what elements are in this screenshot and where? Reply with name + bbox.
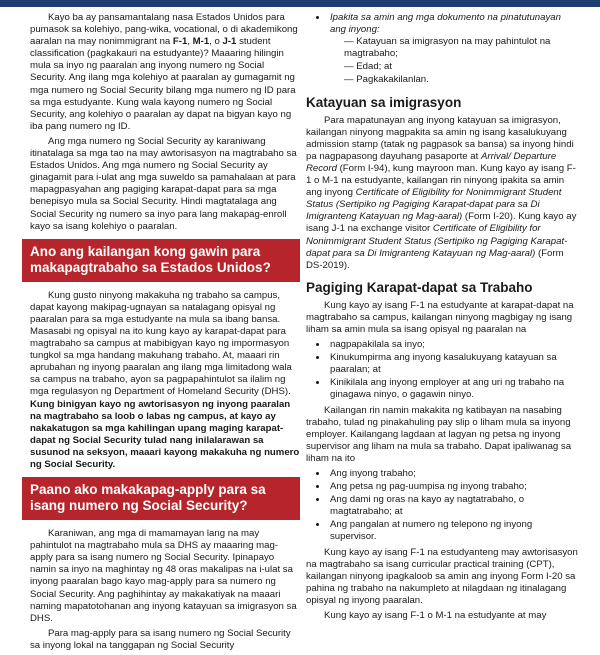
- list-item: • nagpapakilala sa inyo;: [328, 339, 578, 351]
- list-item: • Ang pangalan at numero ng telepono ng inyong supervisor.: [328, 519, 578, 543]
- documents-sublist: [330, 36, 578, 86]
- list-item: • Kinikilala ang inyong employer at ang uri ng trabaho na ginagawa ninyo, o gagawin ninyo.: [328, 377, 578, 401]
- right-column: [306, 12, 578, 625]
- list-item: — Pagkakakilanlan.: [342, 74, 578, 86]
- section-heading-work: Ano ang kailangan kong gawin para makapagtrabaho sa Estados Unidos?: [22, 239, 300, 282]
- work-paragraph: Kung gusto ninyong makakuha ng trabaho sa campus, dapat kayong makipag-ugnayan sa natalagang opisyal ng paaralan para sa mga estudyante na mula sa ibang bansa. Masasabi ng opisyal na ito kung kayo ay karapat-dapat para magtrabaho sa campus at mabibigyan kayo ng impormasyon tungkol sa mga handang makuhang trabaho. At, maaari rin aprubahan ng inyong paaralan ang ilang mga limitadong wala sa campus na trabaho, ayon sa pagpapahintulot sa ilalim ng mga regulasyon ng Department of Homeland Security (DHS). Kung binigyan kayo ng awtorisasyon ng inyong paaralan na magtrabaho sa loob o labas ng campus, at kayo ay nakakatugon sa mga kahilingan upang maging karapat-dapat ng Social Security tulad nang inilalarawan sa susunod na seksyon, maaari kayong makakuha ng numero ng Social Security.: [30, 289, 300, 470]
- list-item: • Ang inyong trabaho;: [328, 468, 578, 480]
- list-item: • Ang petsa ng pag-uumpisa ng inyong trabaho;: [328, 481, 578, 493]
- apply-paragraph-2: Para mag-apply para sa isang numero ng Social Security sa inyong lokal na tanggapan ng Social Security: [30, 627, 291, 651]
- left-column: [30, 12, 300, 655]
- section-heading-apply: Paano ako makakapag-apply para sa isang numero ng Social Security?: [22, 477, 300, 520]
- list-item: • Kinukumpirma ang inyong kasalukuyang katayuan sa paaralan; at: [328, 352, 578, 376]
- list-item: — Edad; at: [342, 61, 578, 73]
- list-item: • Ang dami ng oras na kayo ay nagtatrabaho, o magtatrabaho; at: [328, 494, 578, 518]
- top-color-bar: [0, 0, 600, 7]
- final-paragraph: Kung kayo ay isang F-1 o M-1 na estudyante at may: [324, 610, 547, 622]
- intro-paragraph: Kayo ba ay pansamantalang nasa Estados Unidos para pumasok sa kolehiyo, pang-wika, vocational, o di akademikong aaralan na may nonimmigrant na F-1, M-1, o J-1 student classification (pagkakauri na estudyante)? Maaaring hilingin mula sa inyo ng paaralan ang inyong numero ng Social Security. Ang ilang mga kolehiyo at paaralan ay gumagamit ng mga numero ng Social Security bilang mga numero ng ID para sa mga estudyante. Kung wala kayong numero ng Social Security, ang kolehiyo o paaralan ay dapat na bigyan kayo ng iba pang numero ng ID.: [30, 12, 298, 132]
- eligibility-paragraph: Kung kayo ay isang F-1 na estudyante at karapat-dapat na magtrabaho sa campus, kailangan ninyong magbigay ng isang liham sa amin mula sa isang opisyal ng paaralan na: [306, 299, 574, 335]
- letter-requirements-list: [306, 339, 578, 401]
- work-letter-list: [306, 468, 578, 544]
- section-heading-immigration: Katayuan sa imigrasyon: [306, 94, 462, 110]
- section-heading-eligibility: Pagiging Karapat-dapat sa Trabaho: [306, 279, 533, 295]
- immigration-paragraph: Para mapatunayan ang inyong katayuan sa imigrasyon, kailangan ninyong magpakita sa amin ng isang kasalukuyang admission stamp (tatak ng pagpasok sa bansa) sa inyong hindi pa nagpapasong dayuhang pasaporte at Arrival/ Departure Record (Form I-94), kung mayroon man. Kung kayo ay isang F-1 o M-1 na estudyante, kailangan rin ninyong ipakita sa amin ang inyong Certificate of Eligibility for Nonimmigrant Student Status (Sertipiko ng Pagiging Karapat-dapat para sa Di Imigranteng Katayuan ng Mag-aaral) (Form I-20). Kung kayo ay isang J-1 na exchange visitor Certificate of Eligibility for Nonimmigrant Student Status (Sertipiko ng Pagiging Karapat-dapat para sa Di Imigranteng Katayuan ng Mag-aaral) (Form DS-2019).: [306, 114, 577, 271]
- cpt-paragraph: Kung kayo ay isang F-1 na estudyanteng may awtorisasyon na magtrabaho sa isang curricular practical training (CPT), kailangan ninyong ipagkaloob sa amin ang inyong Form I-20 sa pahina ng trabaho na nakumpleto at nilagdaan ng itinalagang opisyal ng inyong paaralan.: [306, 546, 578, 606]
- apply-paragraph: Karaniwan, ang mga di mamamayan lang na may pahintulot na magtrabaho mula sa DHS ay maaaring mag-apply para sa isang numero ng Social Security. Ipinapayo namin sa inyo na maghintay ng 48 oras makalipas na i-ulat sa inyong paaralan bago kayo mag-apply para sa numero ng Social Security. Ang paghihintay ay makakatiyak na maaari naming mapatotohanan ang inyong katayuan sa imigrasyon sa DHS.: [30, 528, 297, 624]
- documents-list: [306, 12, 578, 87]
- ssn-usage-paragraph: Ang mga numero ng Social Security ay karaniwang itinatalaga sa mga tao na may awtorisasyon na magtrabaho sa Estados Unidos. Ang mga numero ng Social Security ay ginagamit para i-ulat ang mga suweldo sa pamahalaan at para mapagpasyahan ang pagiging karapat-dapat para sa mga benepisyo mula sa Social Security. Hindi magtatalaga ang Social Security ng numero sa inyo para lang makapag-enroll kayo sa isang kolehiyo o paaralan.: [30, 135, 297, 232]
- list-item: • Ipakita sa amin ang mga dokumento na pinatutunayan ang inyong: — Katayuan sa imigrasyon na may pahintulot na magtrabaho; — Edad; at — Pagkakakilanlan.: [328, 12, 578, 87]
- evidence-paragraph: Kailangan rin namin makakita ng katibayan na nasabing trabaho, tulad ng pinakahuling pay slip o liham mula sa inyong employer. Kailangang lagdaan at lagyan ng petsa ng inyong supervisor ang liham na mula sa trabaho. Dapat ipaliwanag sa liham na ito: [306, 404, 572, 464]
- list-item: — Katayuan sa imigrasyon na may pahintulot na magtrabaho;: [342, 36, 578, 60]
